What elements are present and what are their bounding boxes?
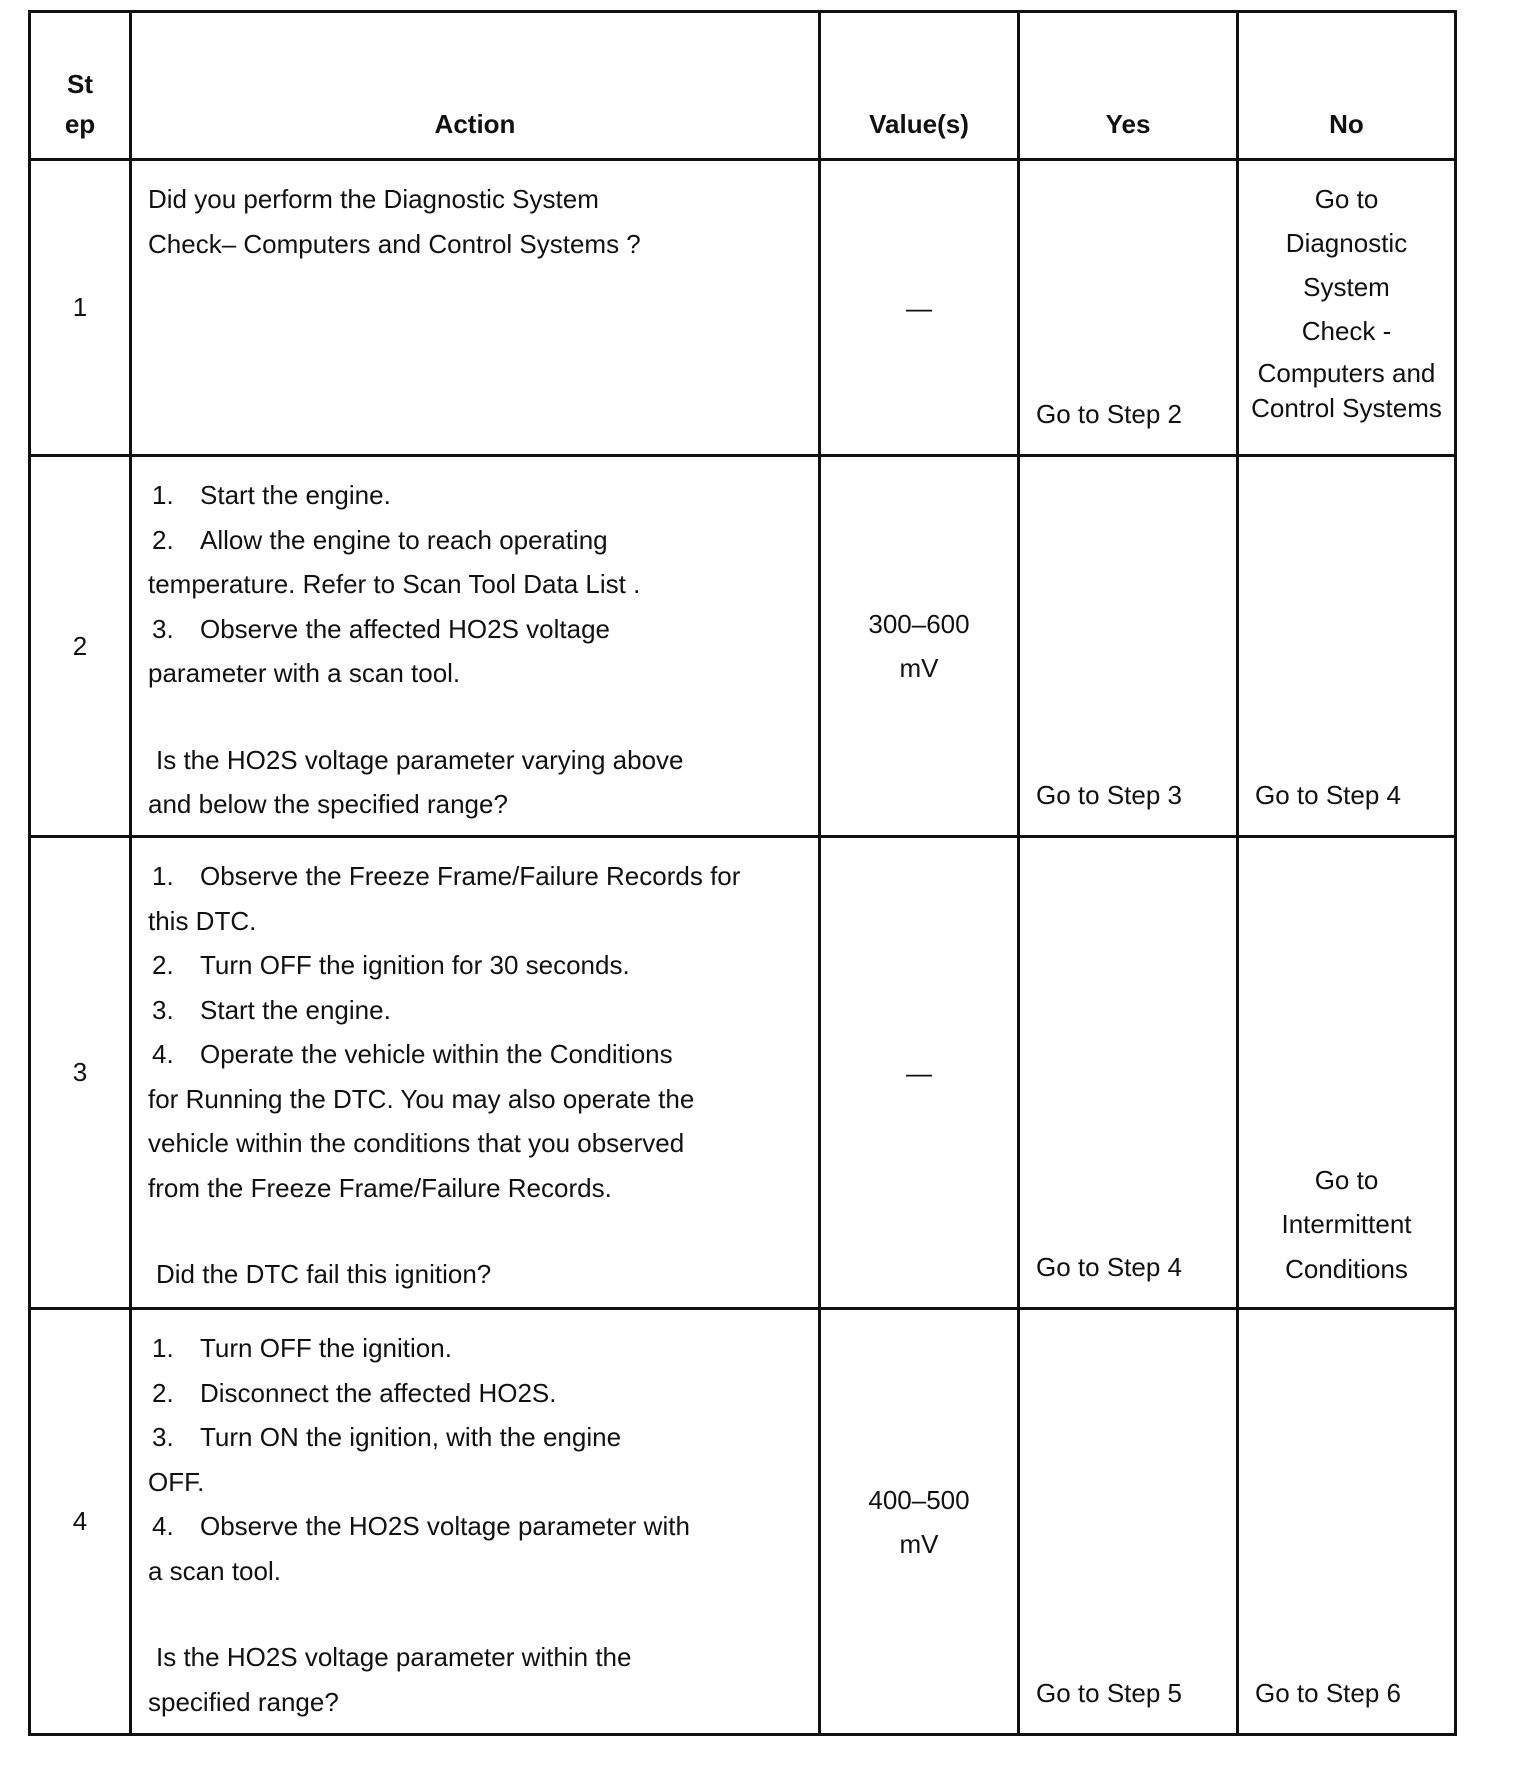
- value-unit: mV: [899, 653, 939, 683]
- yes-cell: [1019, 160, 1238, 456]
- yes-cell: [1019, 837, 1238, 1309]
- value-cell: [820, 456, 1019, 837]
- table-row: [30, 837, 1456, 1309]
- header-no: No: [1238, 12, 1456, 160]
- action-cell: [131, 160, 820, 456]
- action-text: Did you perform the Diagnostic System: [148, 184, 599, 214]
- value-text: —: [906, 292, 932, 323]
- step-number: 3: [30, 837, 131, 1309]
- action-cell: 1. Start the engine. 2. Allow the engine to reach operating temperature. Refer to Scan Tool Data List . 3. Observe the affected HO2S voltage parameter with a scan tool. Is the HO2S voltage parameter varying above and below the specified range?: [131, 456, 820, 837]
- no-cell: [1238, 837, 1456, 1309]
- action-cell: 1. Observe the Freeze Frame/Failure Records for this DTC. 2. Turn OFF the ignition for 30 seconds. 3. Start the engine. 4. Operate the vehicle within the Conditions for Running the DTC. You may also operate the vehicle within the conditions that you observed from the Freeze Frame/Failure Records. Did the DTC fail this ignition?: [131, 837, 820, 1309]
- table-row: [30, 160, 1456, 456]
- action-text: Check– Computers and Control Systems ?: [148, 228, 641, 259]
- header-yes: Yes: [1019, 12, 1238, 160]
- header-row: [30, 12, 1456, 160]
- yes-link[interactable]: Go to Step 3: [1036, 780, 1182, 810]
- header-values: Value(s): [820, 12, 1019, 160]
- header-step: St ep: [30, 12, 131, 160]
- value-cell: [820, 837, 1019, 1309]
- yes-link[interactable]: Go to Step 5: [1036, 1678, 1182, 1708]
- yes-cell: [1019, 456, 1238, 837]
- value-text: —: [906, 1057, 932, 1088]
- no-link[interactable]: Go to Step 4: [1255, 780, 1401, 810]
- action-question: Is the HO2S voltage parameter varying above and below the specified range?: [148, 744, 684, 819]
- table-row: [30, 1309, 1456, 1735]
- diagnostic-table: [28, 10, 1457, 1736]
- value-text: 400–500: [868, 1484, 970, 1515]
- step-number: 4: [30, 1309, 131, 1735]
- no-link[interactable]: Go to Diagnostic System Check - Computers and Control Systems: [1251, 184, 1442, 423]
- value-unit: mV: [899, 1528, 939, 1559]
- yes-link[interactable]: Go to Step 2: [1036, 399, 1182, 429]
- action-question: Is the HO2S voltage parameter within the specified range?: [148, 1642, 632, 1717]
- action-question: Did the DTC fail this ignition?: [156, 1259, 492, 1289]
- yes-cell: [1019, 1309, 1238, 1735]
- table-row: [30, 456, 1456, 837]
- yes-link[interactable]: Go to Step 4: [1036, 1252, 1182, 1282]
- no-cell: [1238, 160, 1456, 456]
- step-number: 2: [30, 456, 131, 837]
- no-link[interactable]: Go to Step 6: [1255, 1678, 1401, 1708]
- step-number: 1: [30, 160, 131, 456]
- value-cell: [820, 160, 1019, 456]
- action-cell: 1. Turn OFF the ignition. 2. Disconnect the affected HO2S. 3. Turn ON the ignition, with the engine OFF. 4. Observe the HO2S voltage parameter with a scan tool. Is the HO2S voltage parameter within the specified range?: [131, 1309, 820, 1735]
- value-text: 300–600: [868, 609, 970, 639]
- value-cell: [820, 1309, 1019, 1735]
- header-action: Action: [131, 12, 820, 160]
- no-link[interactable]: Go to Intermittent Conditions: [1281, 1164, 1412, 1284]
- no-cell: [1238, 456, 1456, 837]
- no-cell: [1238, 1309, 1456, 1735]
